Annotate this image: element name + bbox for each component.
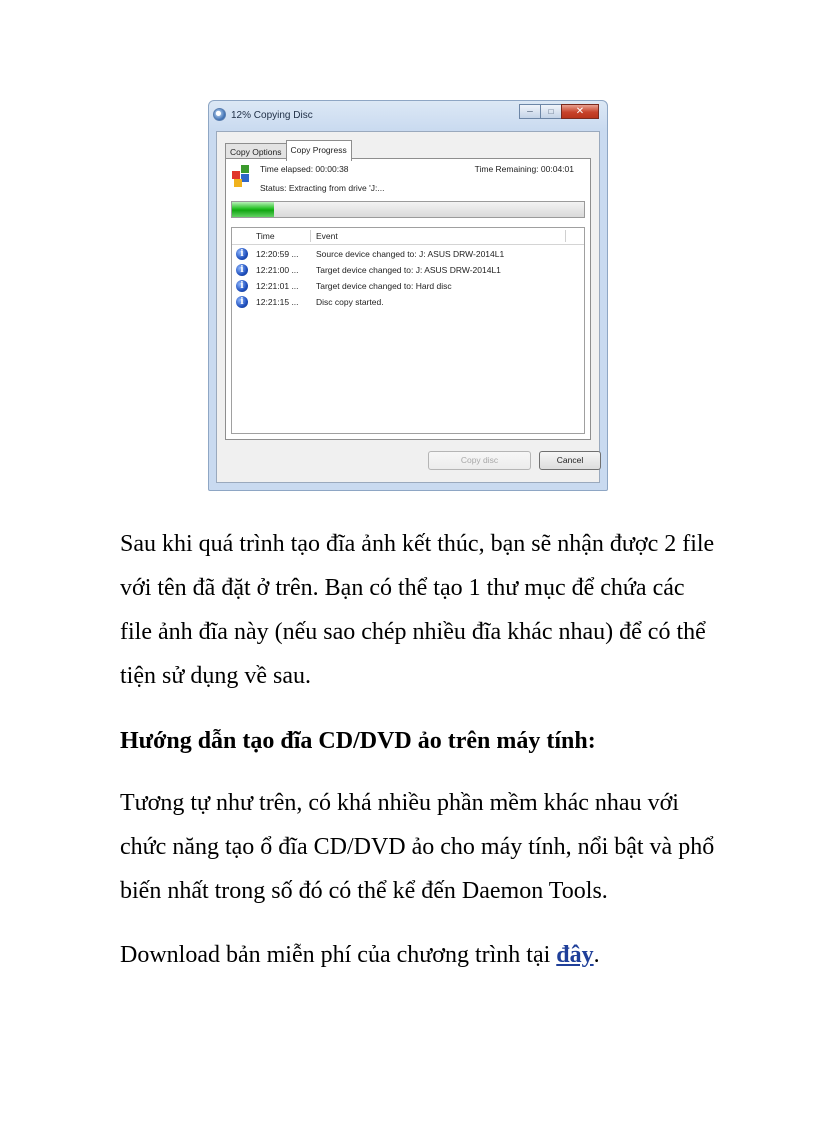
download-suffix: . (593, 942, 600, 968)
log-row[interactable] (232, 246, 584, 262)
log-row-time: 12:21:15 ... (256, 297, 299, 307)
log-row-event: Disc copy started. (316, 297, 384, 307)
log-row[interactable] (232, 278, 584, 294)
log-row-event: Target device changed to: J: ASUS DRW-2014L1 (316, 265, 501, 275)
close-button[interactable]: ✕ (561, 104, 599, 119)
log-row[interactable] (232, 262, 584, 278)
copy-progress-bar (231, 201, 585, 218)
info-icon: i (236, 296, 248, 308)
paragraph-image-result: Sau khi quá trình tạo đĩa ảnh kết thúc, bạn sẽ nhận được 2 file với tên đã đặt ở trên. Bạn có thể tạo 1 thư mục để chứa các file ảnh đĩa này (nếu sao chép nhiều đĩa khác nhau) để có thể tiện sử dụng về sau. (120, 531, 715, 689)
log-row[interactable] (232, 294, 584, 310)
download-link[interactable]: đây (556, 942, 594, 968)
info-icon: i (236, 264, 248, 276)
log-row-time: 12:21:00 ... (256, 265, 299, 275)
minimize-button[interactable]: ─ (519, 104, 541, 119)
disc-app-icon (213, 108, 226, 121)
log-row-time: 12:21:01 ... (256, 281, 299, 291)
log-column-time[interactable]: Time (256, 231, 275, 241)
status-label: Status: Extracting from drive 'J:... (260, 183, 385, 193)
window-controls (519, 104, 599, 119)
section-heading: Hướng dẫn tạo đĩa CD/DVD ảo trên máy tính: (120, 728, 596, 754)
cancel-button[interactable]: Cancel (539, 451, 601, 470)
copying-disc-dialog-screenshot (208, 100, 608, 491)
copy-disc-button[interactable]: Copy disc (428, 451, 531, 470)
info-icon: i (236, 248, 248, 260)
tab-copy-options[interactable]: Copy Options (225, 143, 287, 161)
log-row-event: Source device changed to: J: ASUS DRW-2014L1 (316, 249, 505, 259)
dialog-titlebar (209, 101, 607, 129)
log-column-event[interactable]: Event (316, 231, 338, 241)
paragraph-download (120, 933, 720, 977)
event-log-list[interactable] (231, 227, 585, 434)
info-icon: i (236, 280, 248, 292)
event-log-header (232, 228, 584, 245)
tab-copy-progress[interactable]: Copy Progress (286, 140, 352, 161)
dialog-client-area (216, 131, 600, 483)
dialog-title: 12% Copying Disc (231, 110, 313, 121)
copy-progress-panel (225, 158, 591, 440)
download-text: Download bản miễn phí của chương trình tại (120, 942, 557, 968)
time-remaining-label: Time Remaining: 00:04:01 (474, 164, 574, 174)
log-row-time: 12:20:59 ... (256, 249, 299, 259)
copy-progress-fill (232, 202, 274, 217)
log-row-event: Target device changed to: Hard disc (316, 281, 452, 291)
copy-disc-icon (232, 165, 252, 187)
maximize-button[interactable]: □ (540, 104, 562, 119)
paragraph-virtual-drive: Tương tự như trên, có khá nhiều phần mềm khác nhau với chức năng tạo ổ đĩa CD/DVD ảo cho máy tính, nổi bật và phổ biến nhất trong số đó có thể kể đến Daemon Tools. (120, 790, 715, 904)
time-elapsed-label: Time elapsed: 00:00:38 (260, 164, 349, 174)
